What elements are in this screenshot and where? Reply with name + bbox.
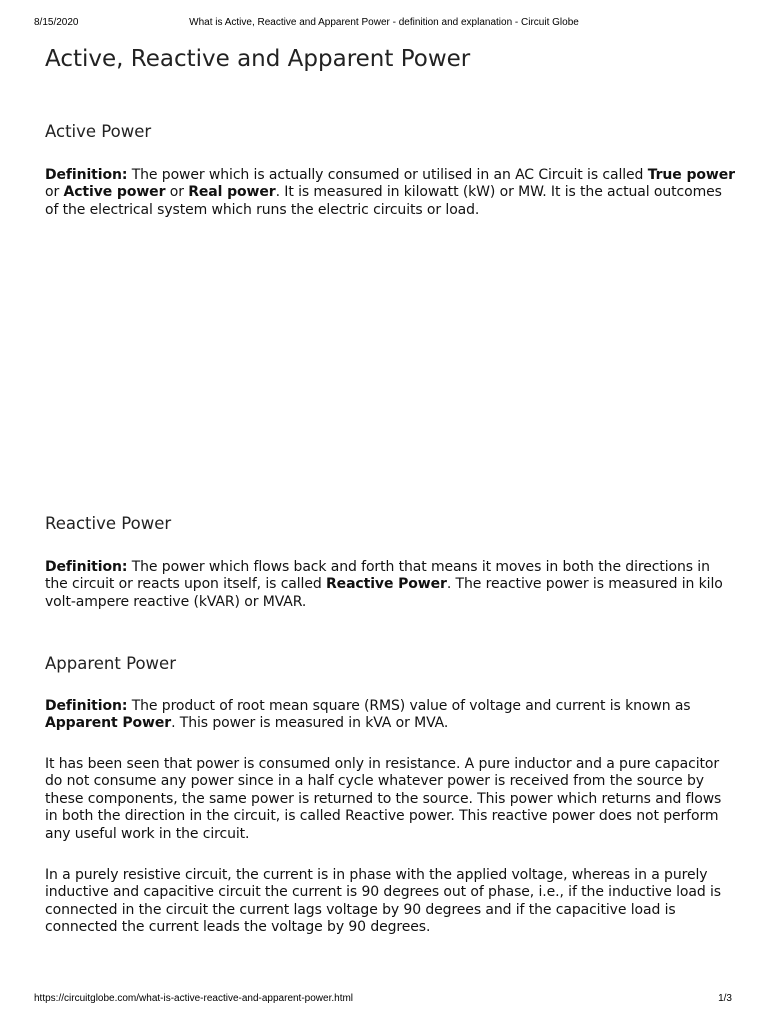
apparent-power-definition [45,698,735,733]
print-header [0,17,768,33]
text-segment: . This power is measured in kVA or MVA. [171,715,449,732]
reactive-power-definition [45,559,735,611]
text-segment: or [45,184,64,201]
print-url: https://circuitglobe.com/what-is-active-reactive-and-apparent-power.html [34,993,354,1004]
definition-label: Definition: [45,167,128,183]
text-segment: . The reactive power is measured in kilo volt-ampere reactive (kVAR) or MVAR. [45,576,723,610]
print-date: 8/15/2020 [34,17,79,28]
active-power-definition [45,167,735,219]
text-segment: or [165,184,189,201]
definition-label: Definition: [45,559,128,575]
text-segment: The power which flows back and forth that means it moves in both the directions in the circuit or reacts upon itself, is called [45,559,710,593]
print-footer [0,993,768,1009]
print-page-number: 1/3 [718,993,732,1004]
term-active-power: Active power [63,184,166,201]
term-real-power: Real power [188,184,276,201]
article-title: Active, Reactive and Apparent Power [45,46,471,72]
term-true-power: True power [647,167,735,183]
heading-apparent-power: Apparent Power [45,654,176,673]
term-reactive-power: Reactive Power [326,576,447,593]
heading-reactive-power: Reactive Power [45,514,172,533]
print-page-title: What is Active, Reactive and Apparent Power - definition and explanation - Circuit Globe [189,17,579,28]
text-segment: . It is measured in kilowatt (kW) or MW. It is the actual outcomes of the electrical system which runs the electric circuits or load. [45,184,722,218]
definition-label: Definition: [45,698,128,714]
term-apparent-power: Apparent Power [45,715,172,732]
text-segment: The product of root mean square (RMS) value of voltage and current is known as [127,698,691,714]
text-segment: The power which is actually consumed or utilised in an AC Circuit is called [127,167,648,183]
heading-active-power: Active Power [45,122,152,141]
paragraph-resistance: It has been seen that power is consumed only in resistance. A pure inductor and a pure capacitor do not consume any power since in a half cycle whatever power is received from the source by these components, the same power is returned to the source. This power which returns and flows in both the direction in the circuit, is called Reactive power. This reactive power does not perform any useful work in the circuit. [45,756,722,842]
paragraph-phase: In a purely resistive circuit, the current is in phase with the applied voltage, whereas in a purely inductive and capacitive circuit the current is 90 degrees out of phase, i.e., if the inductive load is connected in the circuit the current lags voltage by 90 degrees and if the capacitive load is connected the current leads the voltage by 90 degrees. [45,867,721,936]
